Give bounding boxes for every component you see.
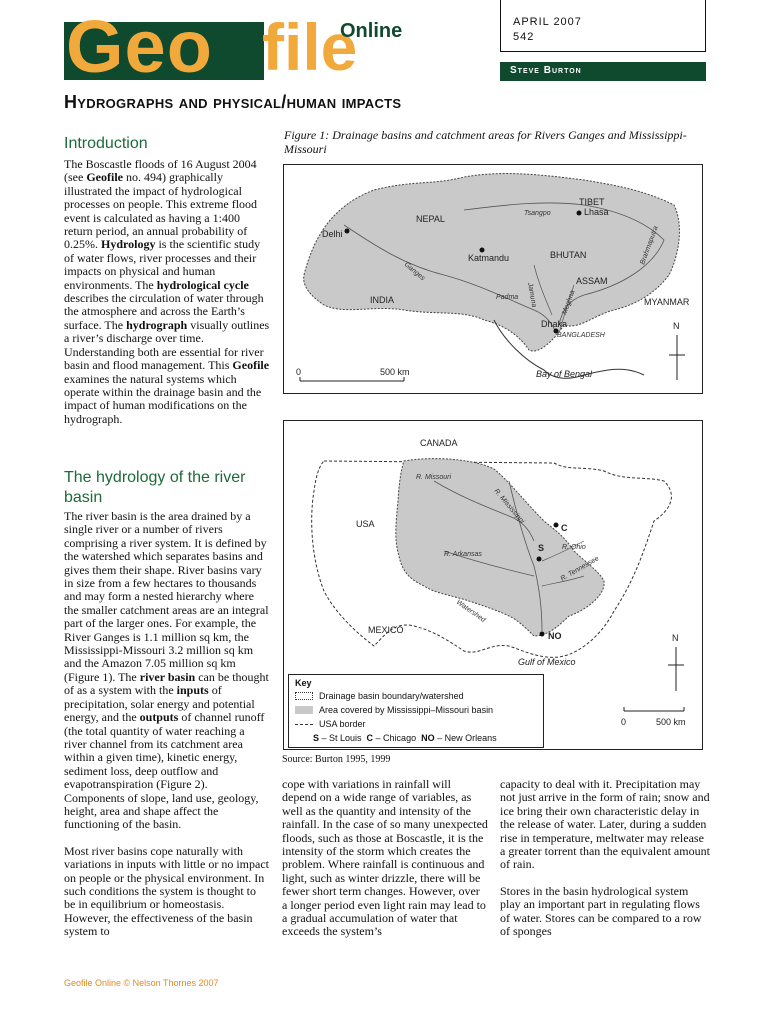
label-canada: CANADA <box>420 438 458 448</box>
label-s: S <box>538 543 545 553</box>
key-label-border: USA border <box>319 719 366 729</box>
hydrology-body <box>64 510 270 952</box>
label-dhaka: Dhaka <box>541 319 568 329</box>
key-s-text: – St Louis <box>319 733 367 743</box>
figure-source: Source: Burton 1995, 1999 <box>282 754 391 765</box>
label-usa: USA <box>356 519 375 529</box>
scale-zero-2: 0 <box>621 717 627 727</box>
issue-number: 542 <box>513 31 535 43</box>
delhi-dot <box>345 229 350 234</box>
label-padma: Padma <box>496 294 519 301</box>
hydrology-heading-line2: basin <box>64 489 103 506</box>
label-mexico: MEXICO <box>368 625 404 635</box>
logo-online-text: Online <box>340 20 403 42</box>
north-label: N <box>673 321 680 331</box>
hydrology-paragraph-2: Most river basins cope naturally with variations in inputs with little or no impact on people or the physical environment. In such conditions the system is thought to be in equilibrium or homeostasis. However, the effectiveness of the basin system to <box>64 843 269 939</box>
key-title: Key <box>295 678 312 688</box>
key-swatch-border <box>295 724 313 725</box>
footer-copyright: Geofile Online © Nelson Thornes 2007 <box>64 978 219 988</box>
label-r-arkansas: R. Arkansas <box>444 551 482 558</box>
scale-500km-2: 500 km <box>656 717 686 727</box>
label-assam: ASSAM <box>576 276 608 286</box>
label-bay-of-bengal: Bay of Bengal <box>536 369 593 379</box>
label-ganges: Ganges <box>402 261 427 283</box>
label-lhasa: Lhasa <box>584 207 609 217</box>
label-tsangpo: Tsangpo <box>524 210 551 217</box>
intro-body <box>64 158 270 439</box>
key-swatch-area <box>295 706 313 714</box>
issue-box <box>500 0 706 52</box>
right-column <box>500 778 710 951</box>
map-key <box>288 674 544 748</box>
key-row-area <box>295 703 537 717</box>
ganges-map-svg <box>284 165 703 394</box>
key-c: C <box>366 733 374 743</box>
middle-column <box>282 778 488 952</box>
intro-paragraph: The Boscastle floods of 16 August 2004 (see Geofile no. 494) graphically illustrated the impact of hydrological processes on people. This extreme flood event is calculated as having a 1:400 return period, an annual probability of 0.25%. Hydrology is the scientific study of water flows, river processes and their impacts on physical and human environments. The hydrological cycle describes the circulation of water through the atmosphere and across the Earth’s surface. The hydrograph visually outlines a river’s discharge over time. Understanding both are essential for river basin and flood management. This Geofile examines the natural systems which operate within the drainage basin and the impact of human modifications on the hydrograph. <box>64 157 270 426</box>
label-r-mississippi: R. Mississippi <box>492 487 526 526</box>
key-no: NO <box>421 733 435 743</box>
label-delhi: Delhi <box>322 229 343 239</box>
right-paragraph-1: capacity to deal with it. Precipitation may not just arrive in the form of rain; snow and ice bring their own characteristic delay in the release of water. Later, during a sudden rise in temperature, meltwater may release a greater torrent than the equivalent amount of rain. <box>500 777 710 872</box>
label-brahmaputra: Brahmaputra <box>639 225 660 266</box>
key-label-area: Area covered by Mississippi–Missouri basin <box>319 705 494 715</box>
key-label-boundary: Drainage basin boundary/watershed <box>319 691 464 701</box>
hydrology-heading-line1: The hydrology of the river <box>64 469 246 486</box>
label-tibet: TIBET <box>579 197 605 207</box>
st-louis-dot <box>537 557 542 562</box>
label-myanmar: MYANMAR <box>644 297 690 307</box>
key-row-cities <box>295 731 537 745</box>
label-india: INDIA <box>370 295 395 305</box>
intro-heading: Introduction <box>64 135 148 152</box>
katmandu-dot <box>480 248 485 253</box>
lhasa-dot <box>577 211 582 216</box>
ganges-map <box>283 164 703 394</box>
key-row-boundary <box>295 689 537 703</box>
key-row-border <box>295 717 537 731</box>
figure-caption: Figure 1: Drainage basins and catchment areas for Rivers Ganges and Mississippi-Missouri <box>284 128 687 156</box>
logo-file-text: file <box>262 10 358 84</box>
label-jamuna: Jamuna <box>526 282 538 308</box>
author-name: Steve Burton <box>510 65 582 76</box>
key-c-text: – Chicago <box>373 733 422 743</box>
author-bar <box>500 62 706 81</box>
hydrology-paragraph-1: The river basin is the area drained by a single river or a number of rivers comprising a river system. It is defined by the watershed which separates basins and gives them their shape. River basins vary in size from a few hectares to thousands and may form a nested hierarchy where the smaller catchment areas are an integral part of the larger ones. For example, the River Ganges is 1.1 million sq km, the Mississippi-Missouri 3.2 million sq km and the Amazon 7.05 million sq km (Figure 1). The river basin can be thought of as a system with the inputs of precipitation, solar energy and potential energy, and the outputs of channel runoff (the total quantity of water reaching a river channel from its catchment area within a given time), kinetic energy, sediment loss, deep outflow and evapotranspiration (Figure 2). Components of slope, land use, geology, height, area and shape affect the functioning of the basin. <box>64 509 269 832</box>
chicago-dot <box>554 523 559 528</box>
scale-zero: 0 <box>296 367 302 377</box>
key-swatch-boundary <box>295 692 313 700</box>
hydrology-heading <box>64 468 270 508</box>
label-watershed: Watershed <box>454 598 487 624</box>
label-no: NO <box>548 631 562 641</box>
north-label-2: N <box>672 633 679 643</box>
issue-date: APRIL 2007 <box>513 16 582 28</box>
new-orleans-dot <box>540 632 545 637</box>
logo-geo-text: Geo <box>66 5 213 88</box>
middle-paragraph: cope with variations in rainfall will depend on a wide range of variables, as well as the quantity and intensity of the rainfall. In the case of so many unexpected floods, such as those at Boscastle, it is the intensity of the storm which creates the problem. Where rainfall is continuous and light, such as winter drizzle, there will be fewer short term changes. However, over a longer period even light rain may lead to a gradual accumulation of water that exceeds the system’s <box>282 777 488 939</box>
label-bangladesh: BANGLADESH <box>557 332 605 339</box>
right-paragraph-2: Stores in the basin hydrological system play an important part in regulating flows of water. Stores can be compared to a row of sponges <box>500 883 702 939</box>
page-title: Hydrographs and physical/human impacts <box>64 92 402 112</box>
label-nepal: NEPAL <box>416 214 445 224</box>
label-r-tennessee: R. Tennessee <box>559 555 601 583</box>
label-gulf: Gulf of Mexico <box>518 657 576 667</box>
key-no-text: – New Orleans <box>434 733 497 743</box>
key-s: S <box>313 733 320 743</box>
label-bhutan: BHUTAN <box>550 250 587 260</box>
scale-500km: 500 km <box>380 367 410 377</box>
label-r-ohio: R. Ohio <box>562 544 586 551</box>
label-r-missouri: R. Missouri <box>416 474 452 481</box>
label-c: C <box>561 523 568 533</box>
label-meghna: Meghna <box>561 289 577 316</box>
label-katmandu: Katmandu <box>468 253 510 263</box>
